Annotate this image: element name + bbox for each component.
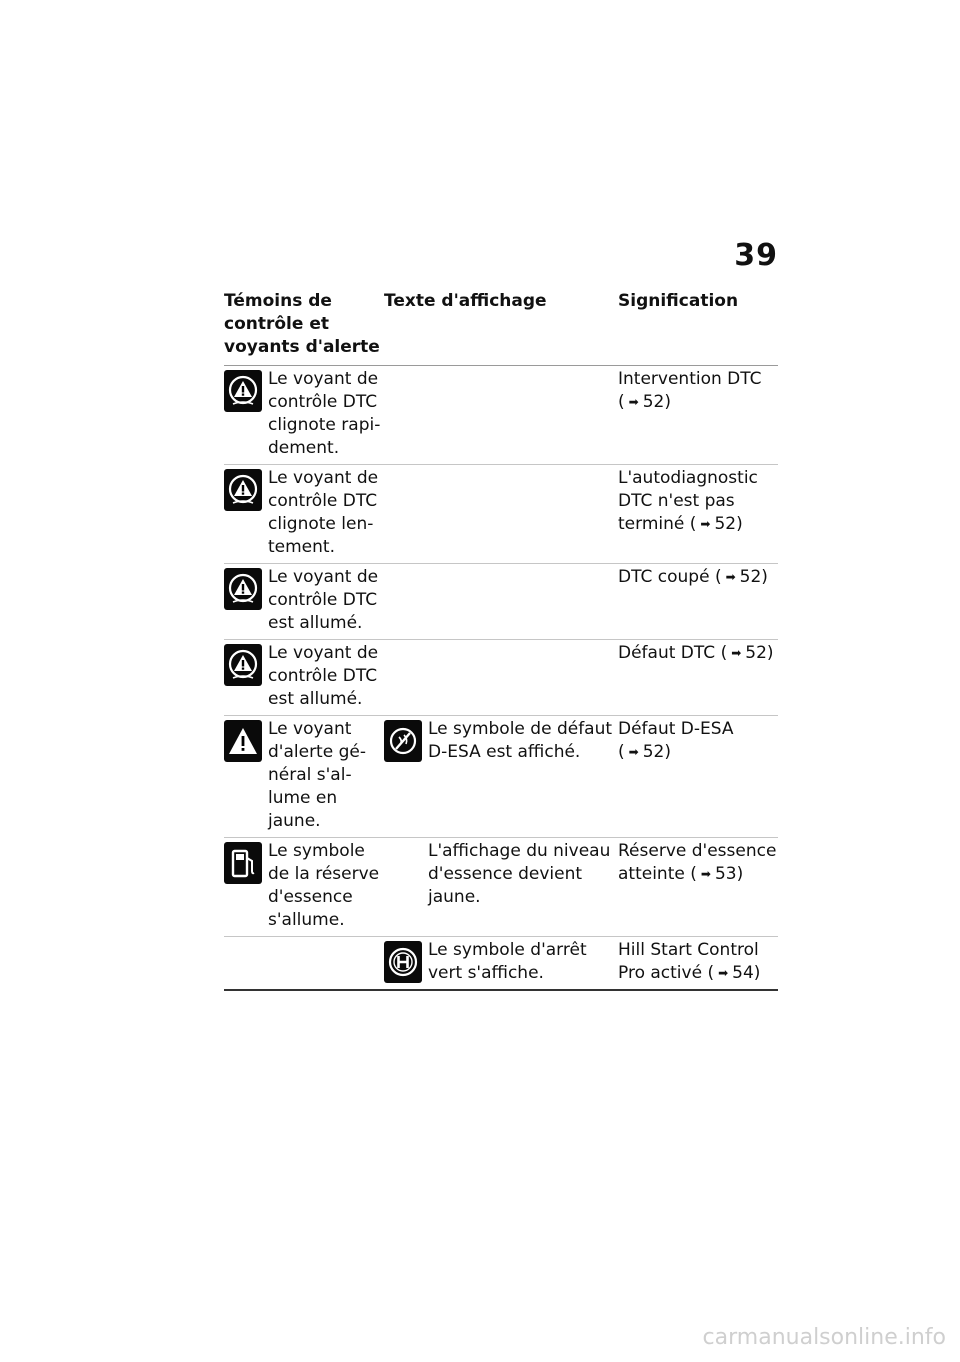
meaning-cell — [618, 718, 778, 833]
table-row — [224, 716, 778, 838]
header-indicators: Témoins de contrôle et voyants d'alerte — [224, 291, 380, 357]
meaning-text: Réserve d'essence atteinte — [618, 841, 777, 884]
display-text-cell — [384, 642, 618, 711]
indicator-cell — [224, 939, 384, 985]
indicator-cell — [224, 840, 384, 932]
table-row — [224, 564, 778, 640]
reference-arrow-icon: ➡ — [725, 570, 736, 584]
page-reference-link[interactable]: ( ➡ 52) — [720, 643, 774, 663]
display-text-cell — [384, 566, 618, 635]
display-text-cell — [384, 840, 618, 932]
reference-page-number: 52 — [745, 643, 767, 663]
display-text-cell — [384, 467, 618, 559]
icon-spacer — [224, 939, 268, 985]
display-text — [384, 368, 574, 460]
header-display-text: Texte d'affichage — [384, 291, 547, 311]
page-reference-link[interactable]: ( ➡ 52) — [689, 514, 743, 534]
display-text: Le symbole de défaut D-ESA est affiché. — [428, 719, 613, 762]
display-text-cell — [384, 368, 618, 460]
indicator-text: Le voyant de contrôle DTC est allumé. — [268, 643, 379, 709]
reference-page-number: 52 — [642, 392, 665, 412]
indicator-text — [268, 939, 384, 985]
indicator-text: Le voyant d'alerte général s'allume en jaune. — [268, 719, 366, 831]
meaning-cell — [618, 467, 778, 559]
dtc-warning-icon — [224, 370, 262, 412]
meaning-text: Hill Start Control Pro activé — [618, 940, 759, 983]
display-text — [384, 642, 574, 711]
indicator-cell — [224, 566, 384, 635]
meaning-text: Défaut D-ESA — [618, 719, 734, 739]
indicator-cell — [224, 642, 384, 711]
watermark: carmanualsonline.info — [702, 1325, 946, 1350]
reference-page-number: 52 — [714, 514, 737, 534]
page-number: 39 — [734, 238, 778, 273]
display-text: Le symbole d'arrêt vert s'affiche. — [428, 940, 587, 983]
reference-page-number: 53 — [714, 864, 737, 884]
indicator-text: Le symbole de la réserve d'essence s'allume. — [268, 841, 380, 930]
indicator-cell — [224, 718, 384, 833]
display-text — [384, 467, 574, 559]
indicator-cell — [224, 467, 384, 559]
meaning-cell — [618, 566, 778, 635]
table-row — [224, 366, 778, 465]
indicator-text: Le voyant de contrôle DTC clignote lentement. — [268, 468, 379, 557]
table-header — [224, 290, 778, 366]
fuel-reserve-icon — [224, 842, 262, 884]
reference-page-number: 52 — [642, 742, 665, 762]
header-meaning: Signification — [618, 291, 739, 311]
dtc-warning-icon — [224, 469, 262, 511]
display-text — [384, 566, 574, 635]
page-reference-link[interactable]: ( ➡ 54) — [707, 963, 761, 983]
meaning-text: Défaut DTC — [618, 643, 716, 663]
reference-arrow-icon: ➡ — [731, 646, 742, 660]
display-text-cell — [384, 718, 618, 833]
reference-arrow-icon: ➡ — [718, 966, 729, 980]
meaning-cell — [618, 642, 778, 711]
meaning-text: DTC coupé — [618, 567, 710, 587]
table-row — [224, 838, 778, 937]
warning-lights-table — [224, 290, 778, 991]
reference-arrow-icon: ➡ — [628, 395, 639, 409]
icon-spacer — [384, 840, 428, 932]
page-reference-link[interactable]: ( ➡ 53) — [690, 864, 744, 884]
reference-page-number: 54 — [732, 963, 754, 983]
desa-fault-icon — [384, 720, 422, 762]
meaning-text: Intervention DTC — [618, 369, 762, 389]
indicator-cell — [224, 368, 384, 460]
meaning-cell — [618, 840, 778, 932]
page-reference-link[interactable]: ( ➡ 52) — [618, 742, 671, 762]
page-reference-link[interactable]: ( ➡ 52) — [618, 392, 671, 412]
reference-page-number: 52 — [739, 567, 762, 587]
meaning-cell — [618, 939, 778, 985]
meaning-text: L'autodiagnostic DTC n'est pas terminé — [618, 468, 758, 534]
table-row — [224, 640, 778, 716]
general-warning-icon — [224, 720, 262, 762]
dtc-warning-icon — [224, 644, 262, 686]
display-text-cell — [384, 939, 618, 985]
display-text: L'affichage du niveau d'essence devient jaune. — [428, 841, 611, 907]
hill-start-icon — [384, 941, 422, 983]
meaning-cell — [618, 368, 778, 460]
dtc-warning-icon — [224, 568, 262, 610]
page-reference-link[interactable]: ( ➡ 52) — [714, 567, 768, 587]
reference-arrow-icon: ➡ — [628, 745, 639, 759]
reference-arrow-icon: ➡ — [700, 867, 711, 881]
table-row — [224, 937, 778, 991]
reference-arrow-icon: ➡ — [700, 517, 711, 531]
indicator-text: Le voyant de contrôle DTC clignote rapidement. — [268, 369, 381, 458]
indicator-text: Le voyant de contrôle DTC est allumé. — [268, 567, 379, 633]
table-row — [224, 465, 778, 564]
